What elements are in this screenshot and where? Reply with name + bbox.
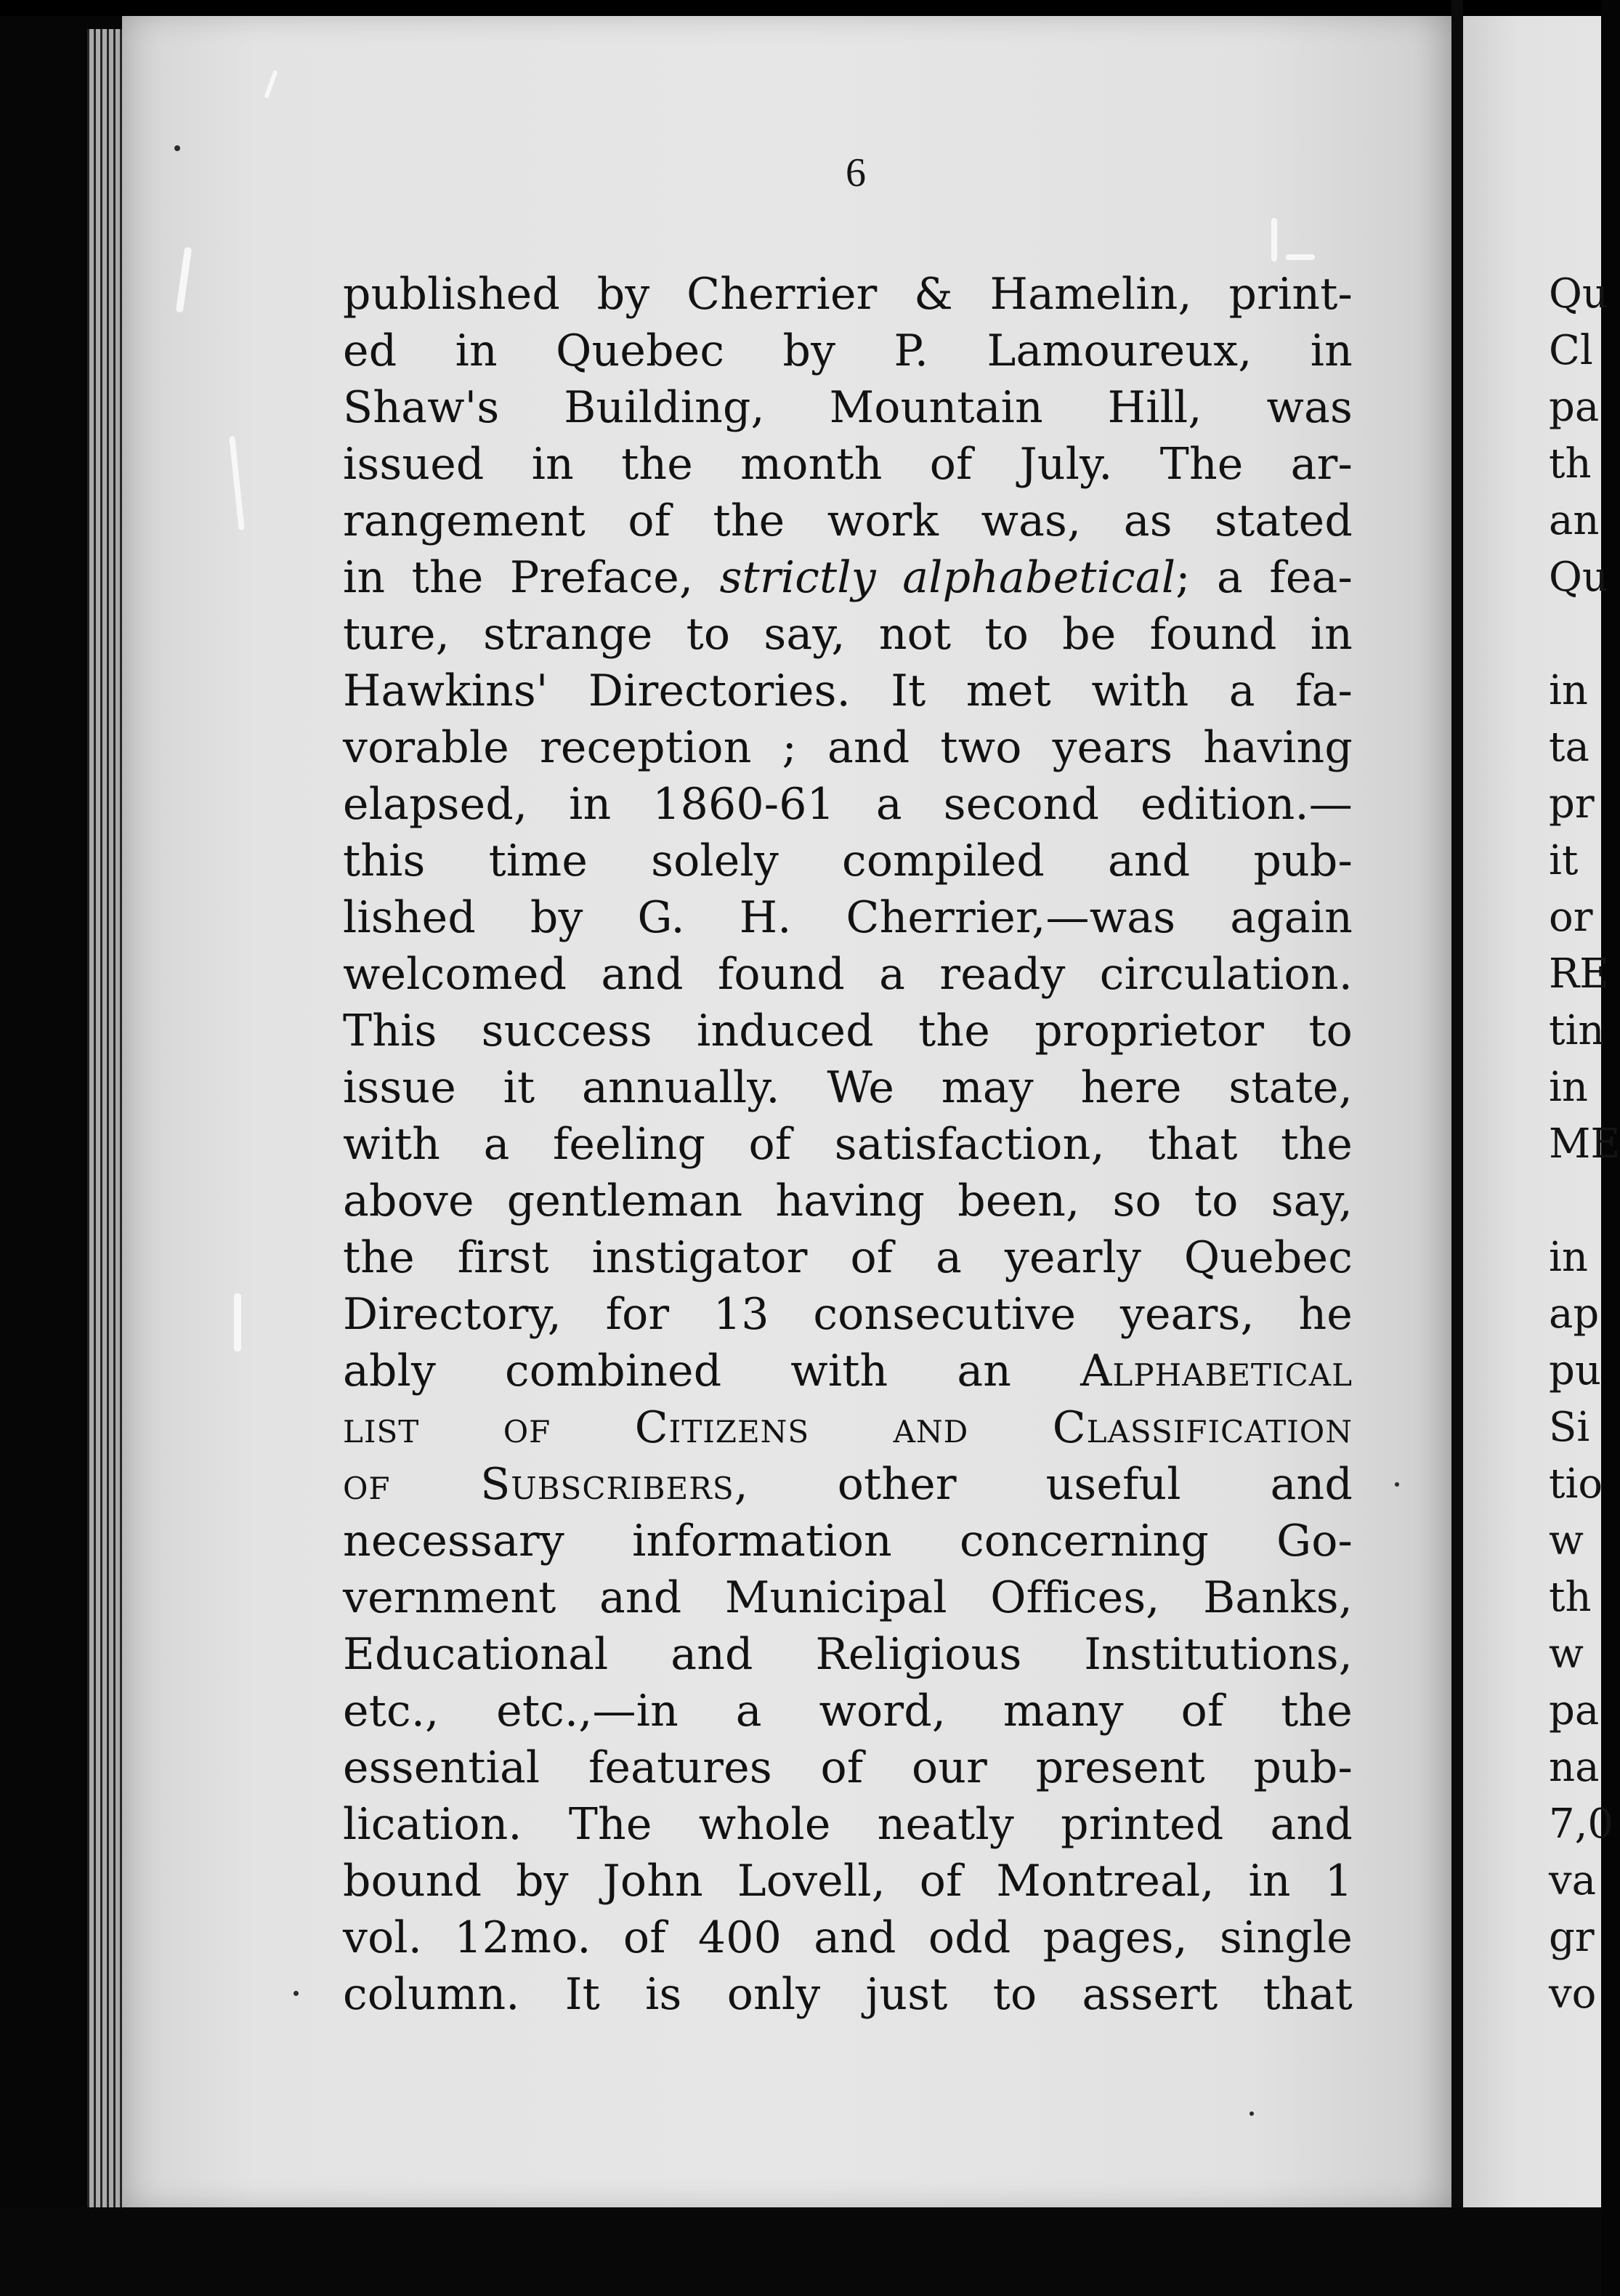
scan-speck — [293, 1991, 299, 1996]
fragment-line: ta — [1549, 724, 1589, 771]
fragment-line: Cl — [1549, 327, 1593, 374]
text-line: etc., etc.,—in a word, many of the — [343, 1686, 1353, 1737]
scan-speck — [1250, 2111, 1254, 2116]
fragment-line: w — [1549, 1630, 1584, 1678]
scan-scratch — [1271, 218, 1277, 262]
fragment-line: in — [1549, 1064, 1588, 1111]
text-run: , other useful and — [734, 1459, 1353, 1510]
fragment-gap — [1549, 1173, 1601, 1229]
text-line — [343, 549, 1353, 606]
scan-speck — [1395, 1482, 1399, 1487]
text-line: vol. 12mo. of 400 and odd pages, single — [343, 1912, 1353, 1963]
text-line: ed in Quebec by P. Lamoureux, in — [343, 326, 1353, 376]
text-run: ; a fea- — [1175, 552, 1353, 603]
text-line: Directory, for 13 consecutive years, he — [343, 1289, 1353, 1340]
text-line: published by Cherrier & Hamelin, print- — [343, 269, 1353, 320]
fragment-gap — [1549, 606, 1601, 663]
fragment-line: pa — [1549, 384, 1600, 431]
fragment-line: ap — [1549, 1290, 1600, 1338]
fragment-line: ME — [1549, 1120, 1620, 1168]
text-line: issue it annually. We may here state, — [343, 1062, 1353, 1113]
text-line: Shaw's Building, Mountain Hill, was — [343, 382, 1353, 433]
text-run: in the Preface, — [343, 552, 720, 603]
fragment-line: an — [1549, 497, 1600, 544]
small-caps-heading: Alphabetical — [1080, 1346, 1353, 1396]
fragment-line: vo — [1549, 1970, 1597, 2018]
scan-bottom-border — [0, 2207, 1601, 2296]
text-line: above gentleman having been, so to say, — [343, 1176, 1353, 1226]
text-line: lished by G. H. Cherrier,—was again — [343, 892, 1353, 943]
text-line: Educational and Religious Institutions, — [343, 1629, 1353, 1680]
fragment-line: in — [1549, 1234, 1588, 1281]
fragment-line: in — [1549, 667, 1588, 714]
scan-scratch — [1286, 254, 1315, 260]
fragment-line: th — [1549, 1574, 1592, 1621]
text-line: elapsed, in 1860-61 a second edition.— — [343, 779, 1353, 830]
fragment-line: va — [1549, 1857, 1597, 1904]
fragment-line: tio — [1549, 1460, 1603, 1508]
text-line: ture, strange to say, not to be found in — [343, 609, 1353, 660]
fragment-line: Qu — [1549, 554, 1608, 601]
scan-speck — [174, 145, 180, 151]
text-line: issued in the month of July. The ar- — [343, 439, 1353, 490]
text-line: lication. The whole neatly printed and — [343, 1799, 1353, 1850]
text-line — [343, 1343, 1353, 1399]
fragment-line: th — [1549, 440, 1592, 488]
book-gutter — [1451, 0, 1463, 2296]
fragment-line: Si — [1549, 1404, 1590, 1451]
text-line — [343, 1456, 1353, 1513]
right-page-text-fragments — [1549, 266, 1620, 2023]
fragment-line: RE — [1549, 950, 1610, 998]
fragment-line: tin — [1549, 1007, 1605, 1054]
text-line: welcomed and found a ready circulation. — [343, 949, 1353, 1000]
text-line: essential features of our present pub- — [343, 1742, 1353, 1793]
text-line: vernment and Municipal Offices, Banks, — [343, 1572, 1353, 1623]
text-line: necessary information concerning Go- — [343, 1516, 1353, 1567]
text-run: ably combined with an — [343, 1346, 1081, 1396]
text-line: with a feeling of satisfaction, that the — [343, 1119, 1353, 1170]
fragment-line: pu — [1549, 1347, 1601, 1394]
fragment-line: it — [1549, 837, 1579, 884]
text-line: This success induced the proprietor to — [343, 1006, 1353, 1056]
text-line: Hawkins' Directories. It met with a fa- — [343, 666, 1353, 716]
fragment-line: gr — [1549, 1914, 1595, 1961]
scan-top-border — [0, 0, 1601, 16]
fragment-line: w — [1549, 1517, 1584, 1564]
fragment-line: na — [1549, 1744, 1600, 1791]
text-line: rangement of the work was, as stated — [343, 496, 1353, 546]
text-line: this time solely compiled and pub- — [343, 836, 1353, 886]
fragment-line: pa — [1549, 1687, 1600, 1734]
body-paragraph — [343, 266, 1353, 2023]
fragment-line: or — [1549, 894, 1593, 941]
text-line: the first instigator of a yearly Quebec — [343, 1232, 1353, 1283]
small-caps-heading: of Subscribers — [343, 1459, 734, 1510]
text-line: column. It is only just to assert that — [343, 1969, 1353, 2020]
text-line: vorable reception ; and two years having — [343, 722, 1353, 773]
text-line: bound by John Lovell, of Montreal, in 1 — [343, 1856, 1353, 1907]
scan-scratch — [234, 1293, 241, 1351]
fragment-line: Qu — [1549, 270, 1608, 318]
page-number: 6 — [846, 150, 866, 195]
fragment-line: 7,0 — [1549, 1800, 1614, 1848]
fragment-line: pr — [1549, 780, 1595, 828]
italic-emphasis: strictly alphabetical — [719, 552, 1176, 603]
small-caps-line: list of Citizens and Classification — [343, 1402, 1353, 1453]
